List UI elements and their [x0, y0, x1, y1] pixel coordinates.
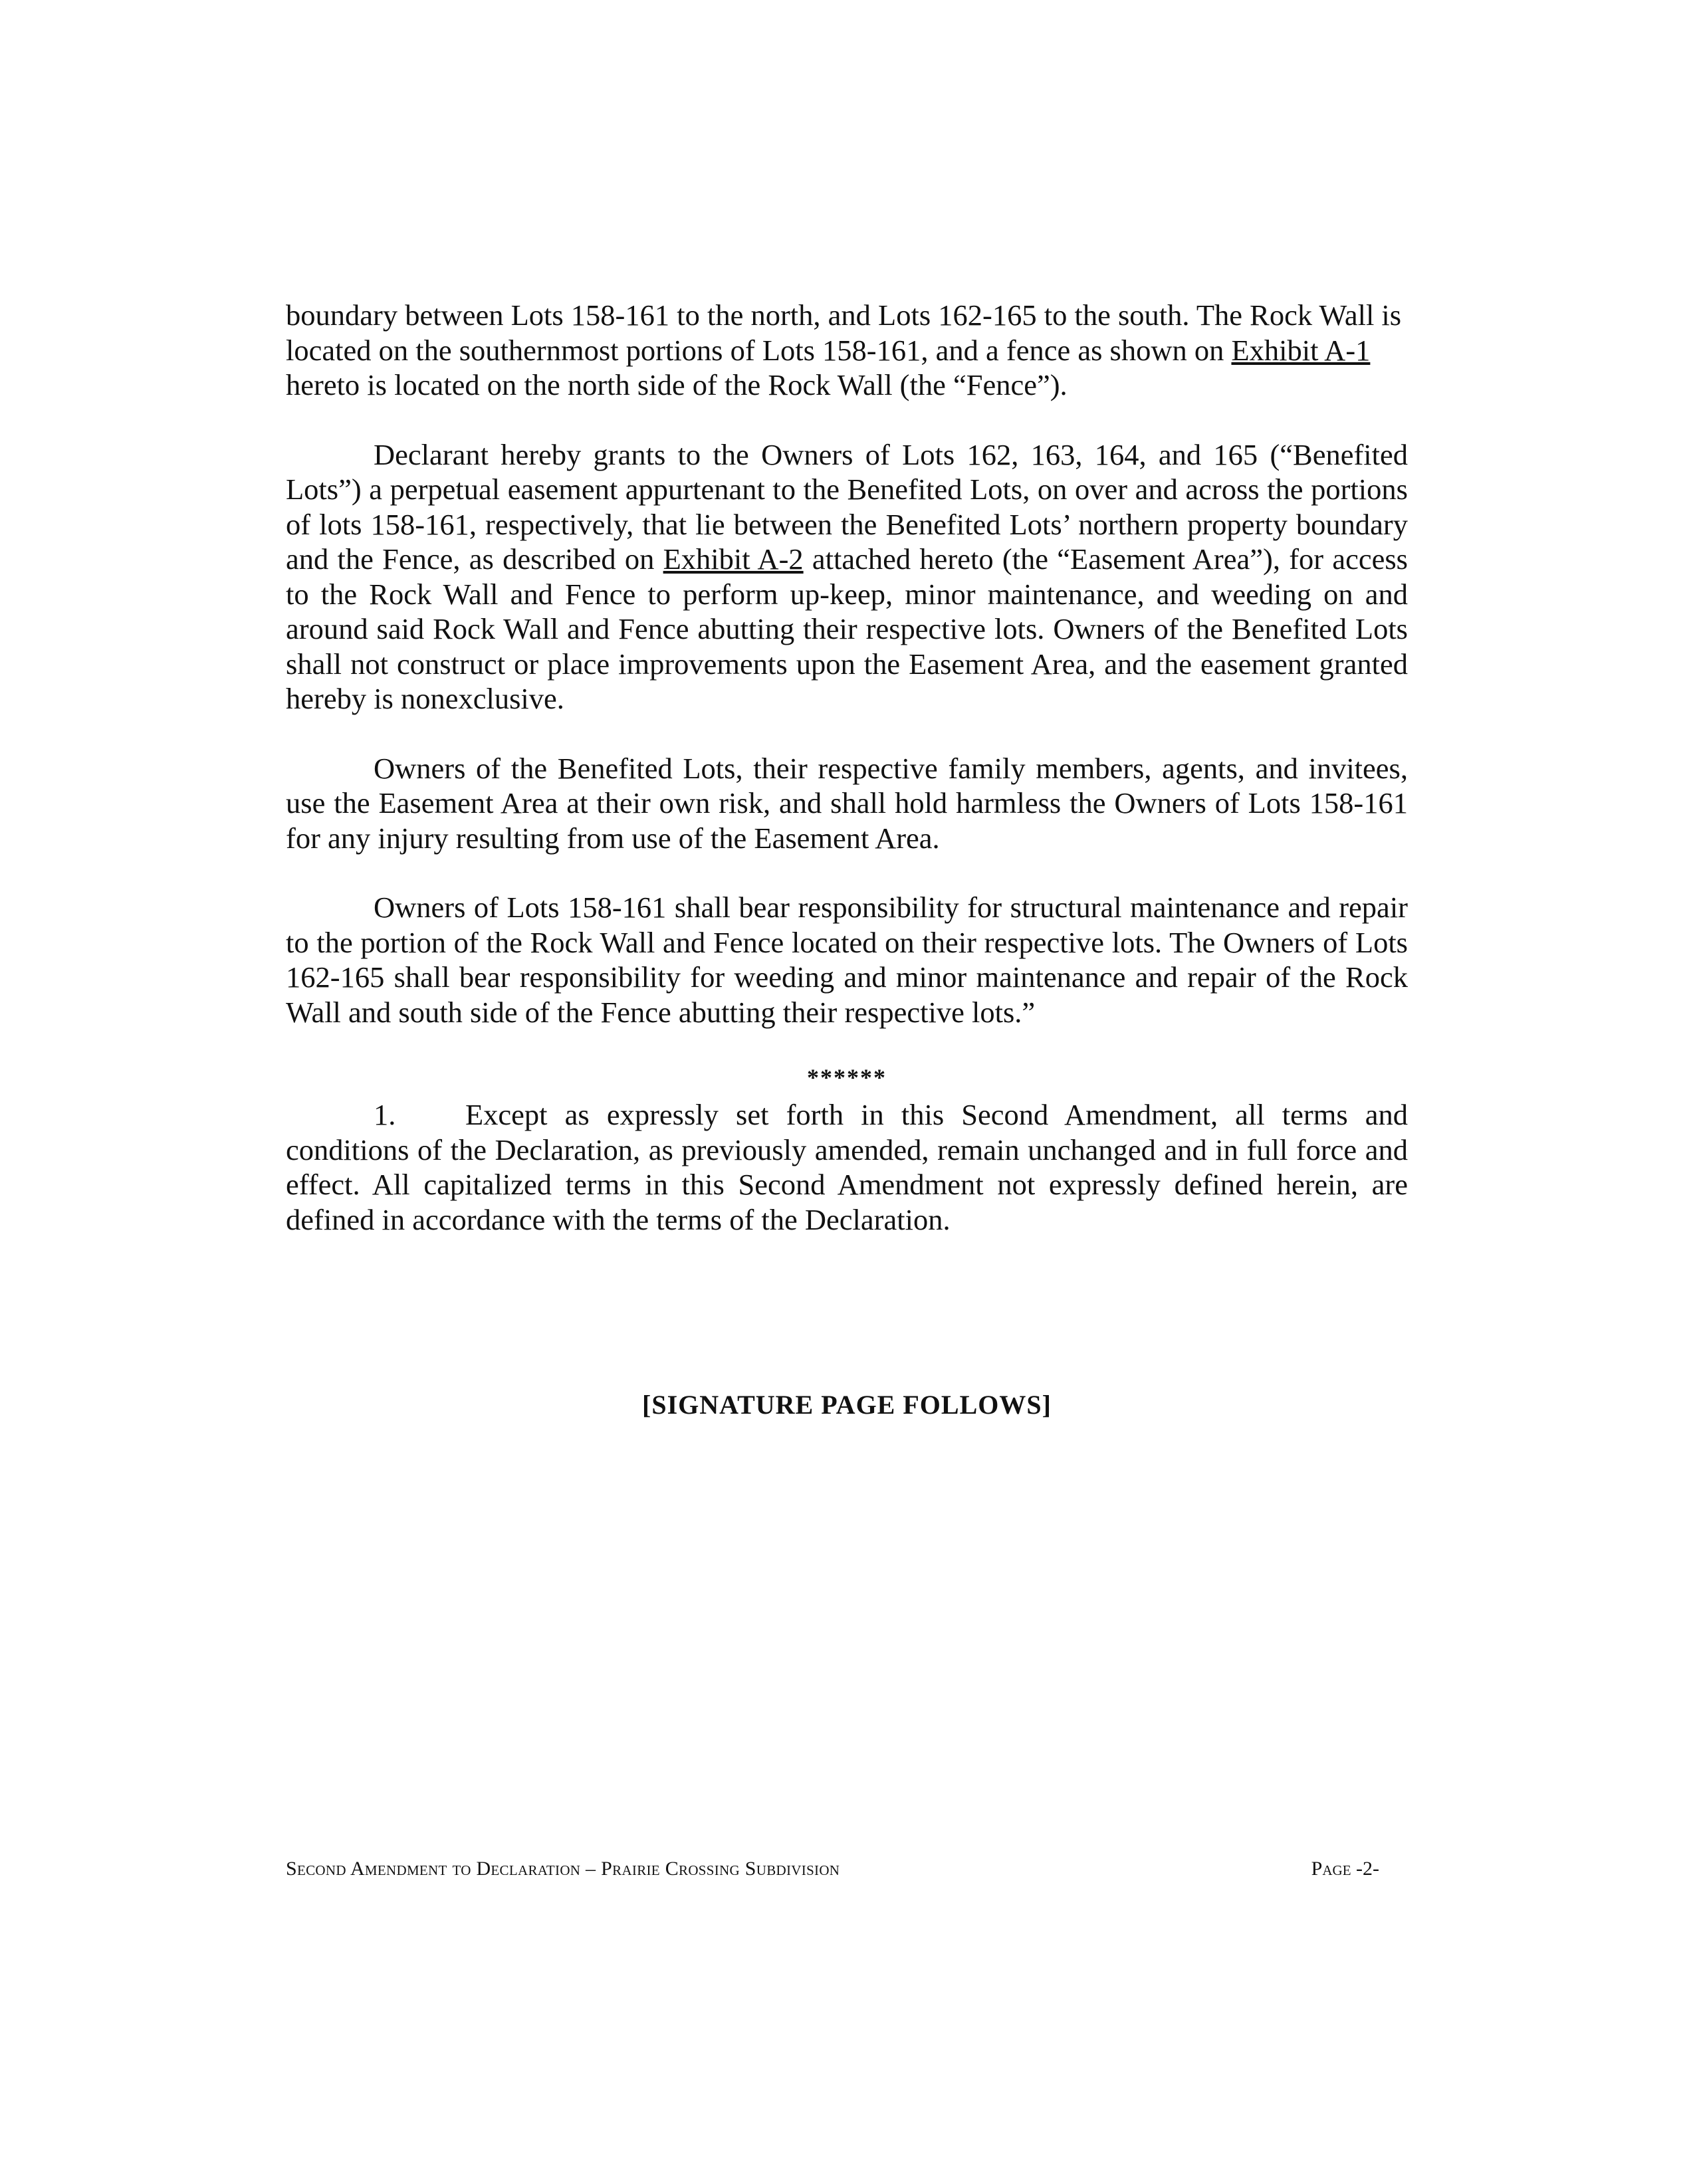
item-number: 1.	[374, 1098, 396, 1131]
paragraph-text: attached hereto (the “Easement Area”), for access to the Rock Wall and Fence to perform up-keep, minor maintenance, and weeding on and around said Rock Wall and Fence abutting their respective lots. Owners of the Benefited Lots shall not construct or place improvements upon the Easement Area, and the easement granted hereby is nonexclusive.	[286, 542, 1408, 715]
exhibit-a1-reference: Exhibit A-1	[1231, 333, 1371, 367]
paragraph-rock-wall-boundary	[286, 298, 1408, 403]
section-separator: ******	[807, 1064, 887, 1091]
paragraph-risk-and-indemnity: Owners of the Benefited Lots, their respective family members, agents, and invitees, use the Easement Area at their own risk, and shall hold harmless the Owners of Lots 158-161 for any injury resulting from use of the Easement Area.	[286, 751, 1408, 855]
numbered-item-1	[286, 1097, 1408, 1237]
paragraph-text: hereto is located on the north side of the Rock Wall (the “Fence”).	[286, 368, 1068, 401]
paragraph-text: boundary between Lots 158-161 to the north, and Lots 162-165 to the south. The Rock Wall is located on the southernmost portions of Lots 158-161, and a fence as shown on	[286, 298, 1402, 367]
item-text: Except as expressly set forth in this Second Amendment, all terms and conditions of the Declaration, as previously amended, remain unchanged and in full force and effect. All capitalized terms in this Second Amendment not expressly defined herein, are defined in accordance with the terms of the Declaration.	[286, 1098, 1408, 1236]
document-body	[286, 298, 1408, 1237]
paragraph-easement-grant	[286, 437, 1408, 716]
signature-page-notice: [SIGNATURE PAGE FOLLOWS]	[642, 1390, 1052, 1420]
paragraph-maintenance-responsibility: Owners of Lots 158-161 shall bear responsibility for structural maintenance and repair to the portion of the Rock Wall and Fence located on their respective lots. The Owners of Lots 162-165 shall bear responsibility for weeding and minor maintenance and repair of the Rock Wall and south side of the Fence abutting their respective lots.”	[286, 891, 1408, 1029]
footer-document-title: Second Amendment to Declaration – Prairie Crossing Subdivision	[286, 1858, 840, 1880]
footer-page-number: Page -2-	[1311, 1858, 1379, 1880]
paragraph-text: Declarant hereby grants to the Owners of Lots 162, 163, 164, and 165 (“Benefited Lots”) a perpetual easement appurtenant to the Benefited Lots, on over and across the portions of lots 158-161, respectively, that lie between the Benefited Lots’ northern property boundary and the Fence, as described on	[286, 437, 1408, 576]
exhibit-a2-reference: Exhibit A-2	[663, 542, 804, 576]
